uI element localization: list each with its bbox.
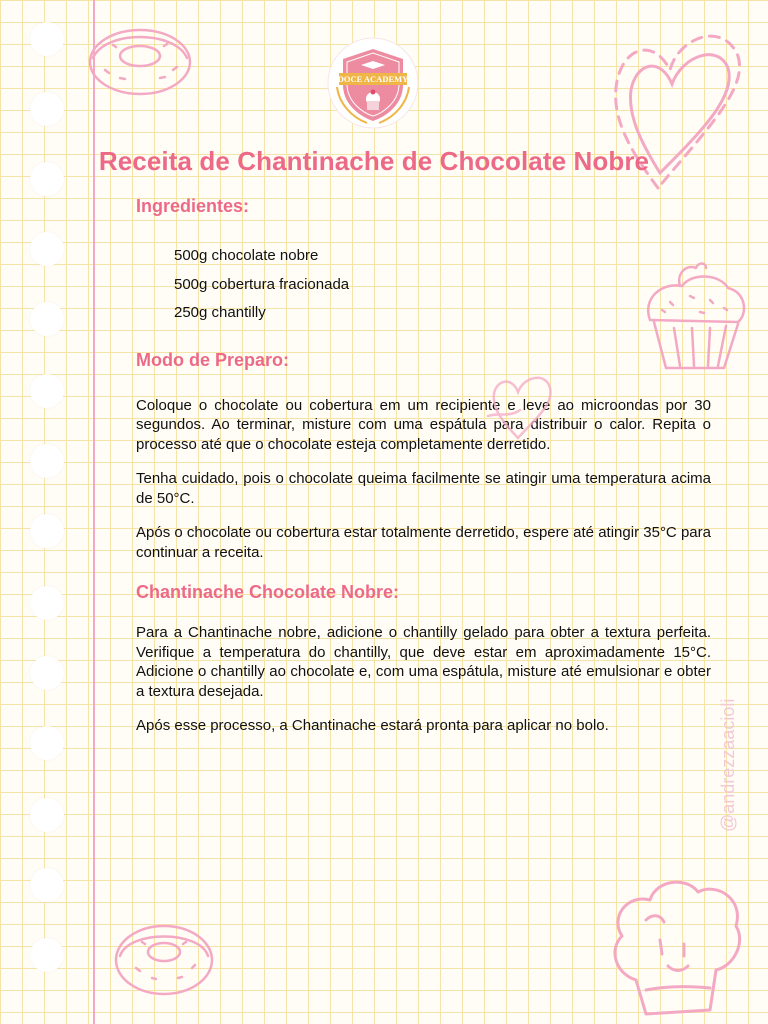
watermark: @andrezzaacioli	[718, 698, 738, 832]
chantinache-paragraph: Para a Chantinache nobre, adicione o chantilly gelado para obter a textura perfeita. Verifique a temperatura do chantilly, que deve estar em aproximadamente 15°C. Adicione o chantilly ao chocolate e, com uma espátula, misture até emulsionar e obter a textura desejada.	[136, 624, 711, 700]
chantinache-heading: Chantinache Chocolate Nobre:	[136, 582, 400, 602]
method-paragraph: Tenha cuidado, pois o chocolate queima facilmente se atingir uma temperatura acima de 50°C.	[136, 470, 711, 507]
method-paragraph: Coloque o chocolate ou cobertura em um recipiente e leve ao microondas por 30 segundos. Ao terminar, misture com uma espátula para distribuir o calor. Repita o processo até que o chocolate esteja completamente derretido.	[136, 396, 711, 453]
recipe-content	[136, 196, 711, 736]
list-item: 500g chocolate nobre	[174, 247, 319, 264]
chef-hat-icon	[606, 870, 746, 1020]
ingredients-heading: Ingredientes:	[136, 196, 250, 216]
logo-brand-text: DOCE ACADEMY	[337, 74, 409, 84]
donut-icon	[85, 20, 195, 100]
method-paragraph: Após o chocolate ou cobertura estar totalmente derretido, espere até atingir 35°C para continuar a receita.	[136, 524, 711, 561]
donut-icon	[112, 916, 216, 1000]
list-item: 250g chantilly	[174, 304, 266, 321]
cupcake-icon	[640, 258, 750, 376]
list-item: 500g cobertura fracionada	[174, 275, 350, 293]
chantinache-paragraph: Após esse processo, a Chantinache estará pronta para aplicar no bolo.	[136, 717, 609, 734]
method-heading: Modo de Preparo:	[136, 349, 290, 370]
doce-academy-logo	[323, 37, 423, 129]
page-title: Receita de Chantinache de Chocolate Nobre	[98, 146, 650, 176]
small-heart-icon	[486, 366, 558, 446]
ingredients-list	[174, 242, 711, 328]
